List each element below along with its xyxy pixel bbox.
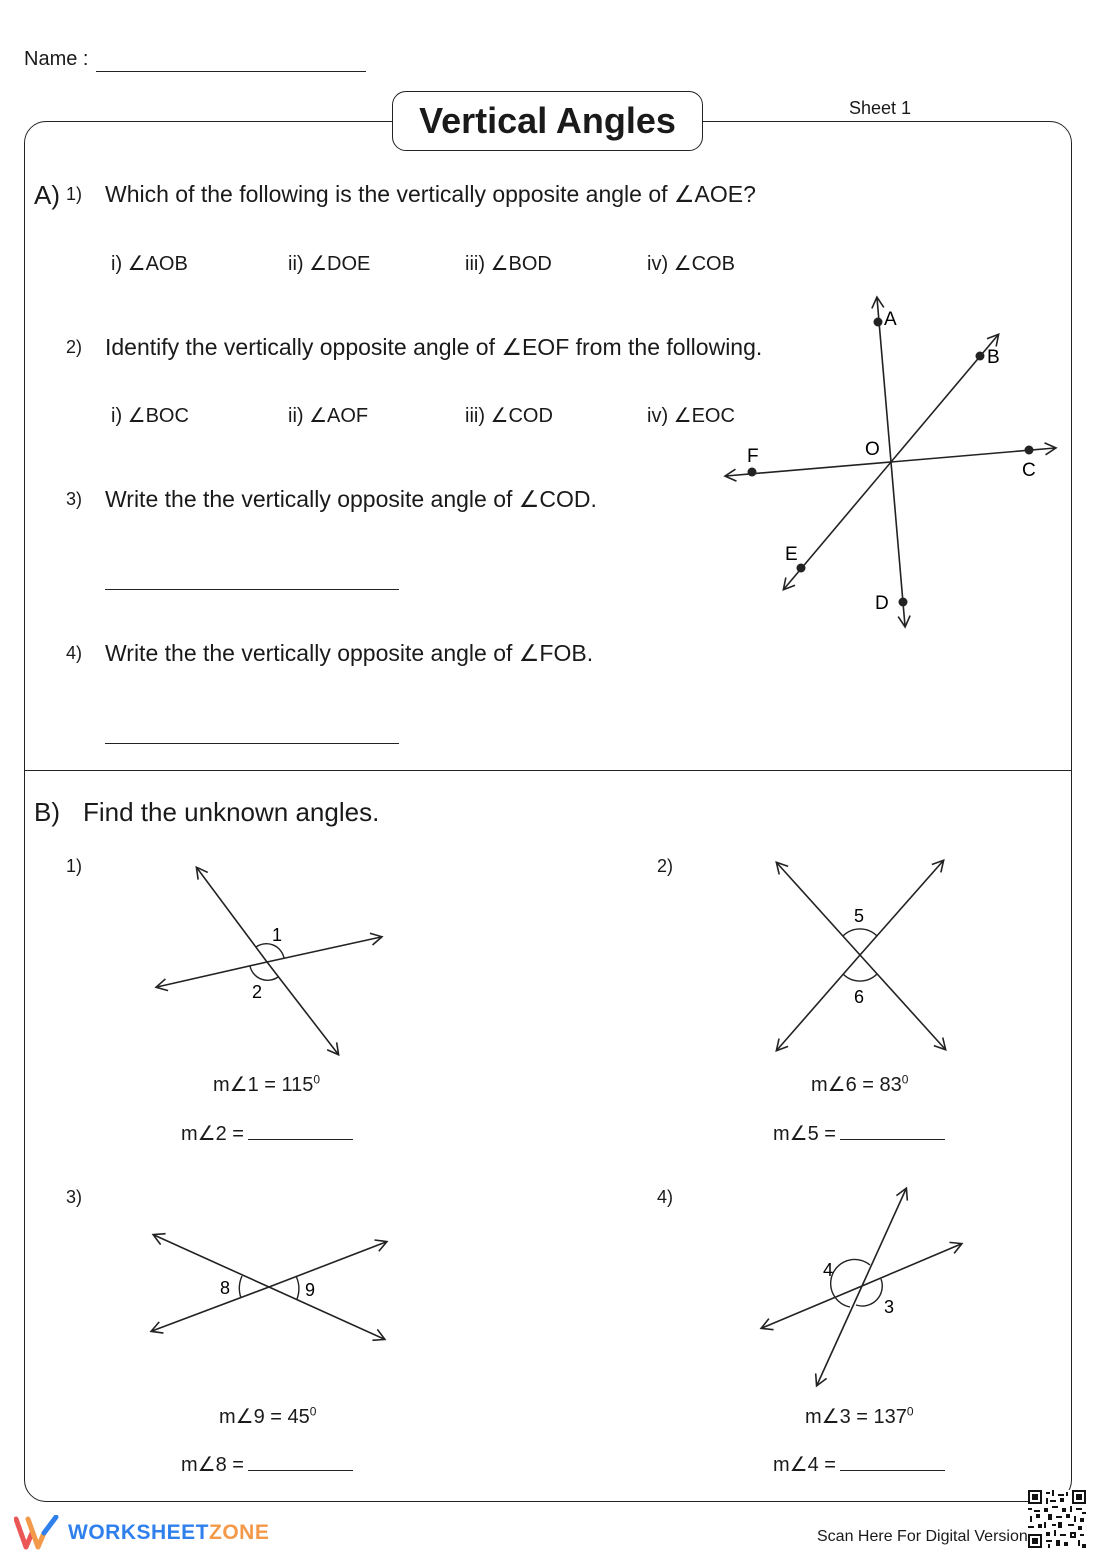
point-d bbox=[899, 598, 908, 607]
unknown-angle: m∠4 = bbox=[773, 1452, 945, 1477]
option[interactable]: i) ∠BOC bbox=[111, 405, 189, 427]
answer-blank[interactable] bbox=[248, 1452, 353, 1471]
unknown-angle: m∠5 = bbox=[773, 1121, 945, 1146]
label-o: O bbox=[865, 439, 880, 460]
question-text: Write the the vertically opposite angle of ∠COD. bbox=[105, 486, 597, 512]
angle-label: 8 bbox=[220, 1278, 231, 1298]
answer-blank[interactable] bbox=[840, 1121, 945, 1140]
option[interactable]: iv) ∠EOC bbox=[647, 405, 735, 427]
unknown-angle: m∠8 = bbox=[181, 1452, 353, 1477]
label-f: F bbox=[747, 446, 759, 467]
answer-line[interactable] bbox=[105, 589, 399, 590]
question-text: Identify the vertically opposite angle of ∠EOF from the following. bbox=[105, 334, 763, 360]
label-b: B bbox=[987, 347, 1000, 368]
name-label: Name : bbox=[24, 48, 89, 70]
problem-number: 2) bbox=[657, 856, 674, 876]
answer-blank[interactable] bbox=[248, 1121, 353, 1140]
problem-3-diagram bbox=[145, 1225, 395, 1345]
point-b bbox=[976, 352, 985, 361]
question-text: Which of the following is the vertically opposite angle of ∠AOE? bbox=[105, 181, 756, 207]
sheet-number: Sheet 1 bbox=[849, 98, 912, 118]
intersecting-lines-diagram bbox=[720, 290, 1070, 635]
problem-1-diagram bbox=[150, 860, 390, 1060]
angle-label: 1 bbox=[272, 925, 283, 945]
point-a bbox=[874, 318, 883, 327]
question-number: 3) bbox=[66, 489, 83, 509]
given-angle: m∠3 = $137^0$ bbox=[805, 1404, 914, 1428]
answer-line[interactable] bbox=[105, 743, 399, 744]
angle-label: 9 bbox=[305, 1280, 316, 1300]
option[interactable]: iii) ∠BOD bbox=[465, 253, 552, 275]
answer-blank[interactable] bbox=[840, 1452, 945, 1471]
section-divider bbox=[24, 770, 1072, 771]
angle-label: 5 bbox=[854, 906, 865, 926]
question-number: 1) bbox=[66, 184, 83, 204]
option[interactable]: ii) ∠DOE bbox=[288, 253, 371, 275]
given-angle: m∠1 = $115^0$ bbox=[213, 1072, 321, 1096]
scan-text: Scan Here For Digital Version bbox=[817, 1528, 1028, 1545]
question-number: 2) bbox=[66, 337, 83, 357]
angle-label: 4 bbox=[823, 1260, 834, 1280]
given-angle: m∠9 = $45^0$ bbox=[219, 1404, 317, 1428]
problem-2-diagram bbox=[760, 850, 960, 1060]
page-title: Vertical Angles bbox=[392, 91, 703, 151]
label-d: D bbox=[875, 593, 889, 614]
angle-label: 6 bbox=[854, 987, 865, 1007]
unknown-angle: m∠2 = bbox=[181, 1121, 353, 1146]
qr-code-icon[interactable] bbox=[1028, 1490, 1086, 1548]
label-e: E bbox=[785, 544, 798, 565]
given-angle: m∠6 = $83^0$ bbox=[811, 1072, 909, 1096]
option[interactable]: ii) ∠AOF bbox=[288, 405, 369, 427]
point-c bbox=[1025, 446, 1034, 455]
option[interactable]: iv) ∠COB bbox=[647, 253, 735, 275]
question-text: Write the the vertically opposite angle of ∠FOB. bbox=[105, 640, 594, 666]
worksheetzone-logo-icon bbox=[14, 1515, 60, 1551]
section-a-label: A) bbox=[34, 180, 60, 210]
option[interactable]: iii) ∠COD bbox=[465, 405, 553, 427]
problem-number: 4) bbox=[657, 1187, 674, 1207]
section-b-title: Find the unknown angles. bbox=[83, 797, 380, 827]
label-a: A bbox=[884, 309, 897, 330]
problem-number: 1) bbox=[66, 856, 83, 876]
question-number: 4) bbox=[66, 643, 83, 663]
point-f bbox=[748, 468, 757, 477]
section-b-label: B) bbox=[34, 797, 60, 827]
problem-4-diagram bbox=[750, 1180, 970, 1390]
problem-number: 3) bbox=[66, 1187, 83, 1207]
angle-label: 2 bbox=[252, 982, 263, 1002]
label-c: C bbox=[1022, 460, 1036, 481]
name-input-line[interactable] bbox=[96, 71, 366, 72]
logo-text[interactable]: WORKSHEETZONE bbox=[68, 1521, 270, 1544]
option[interactable]: i) ∠AOB bbox=[111, 253, 188, 275]
point-e bbox=[797, 564, 806, 573]
angle-label: 3 bbox=[884, 1297, 895, 1317]
